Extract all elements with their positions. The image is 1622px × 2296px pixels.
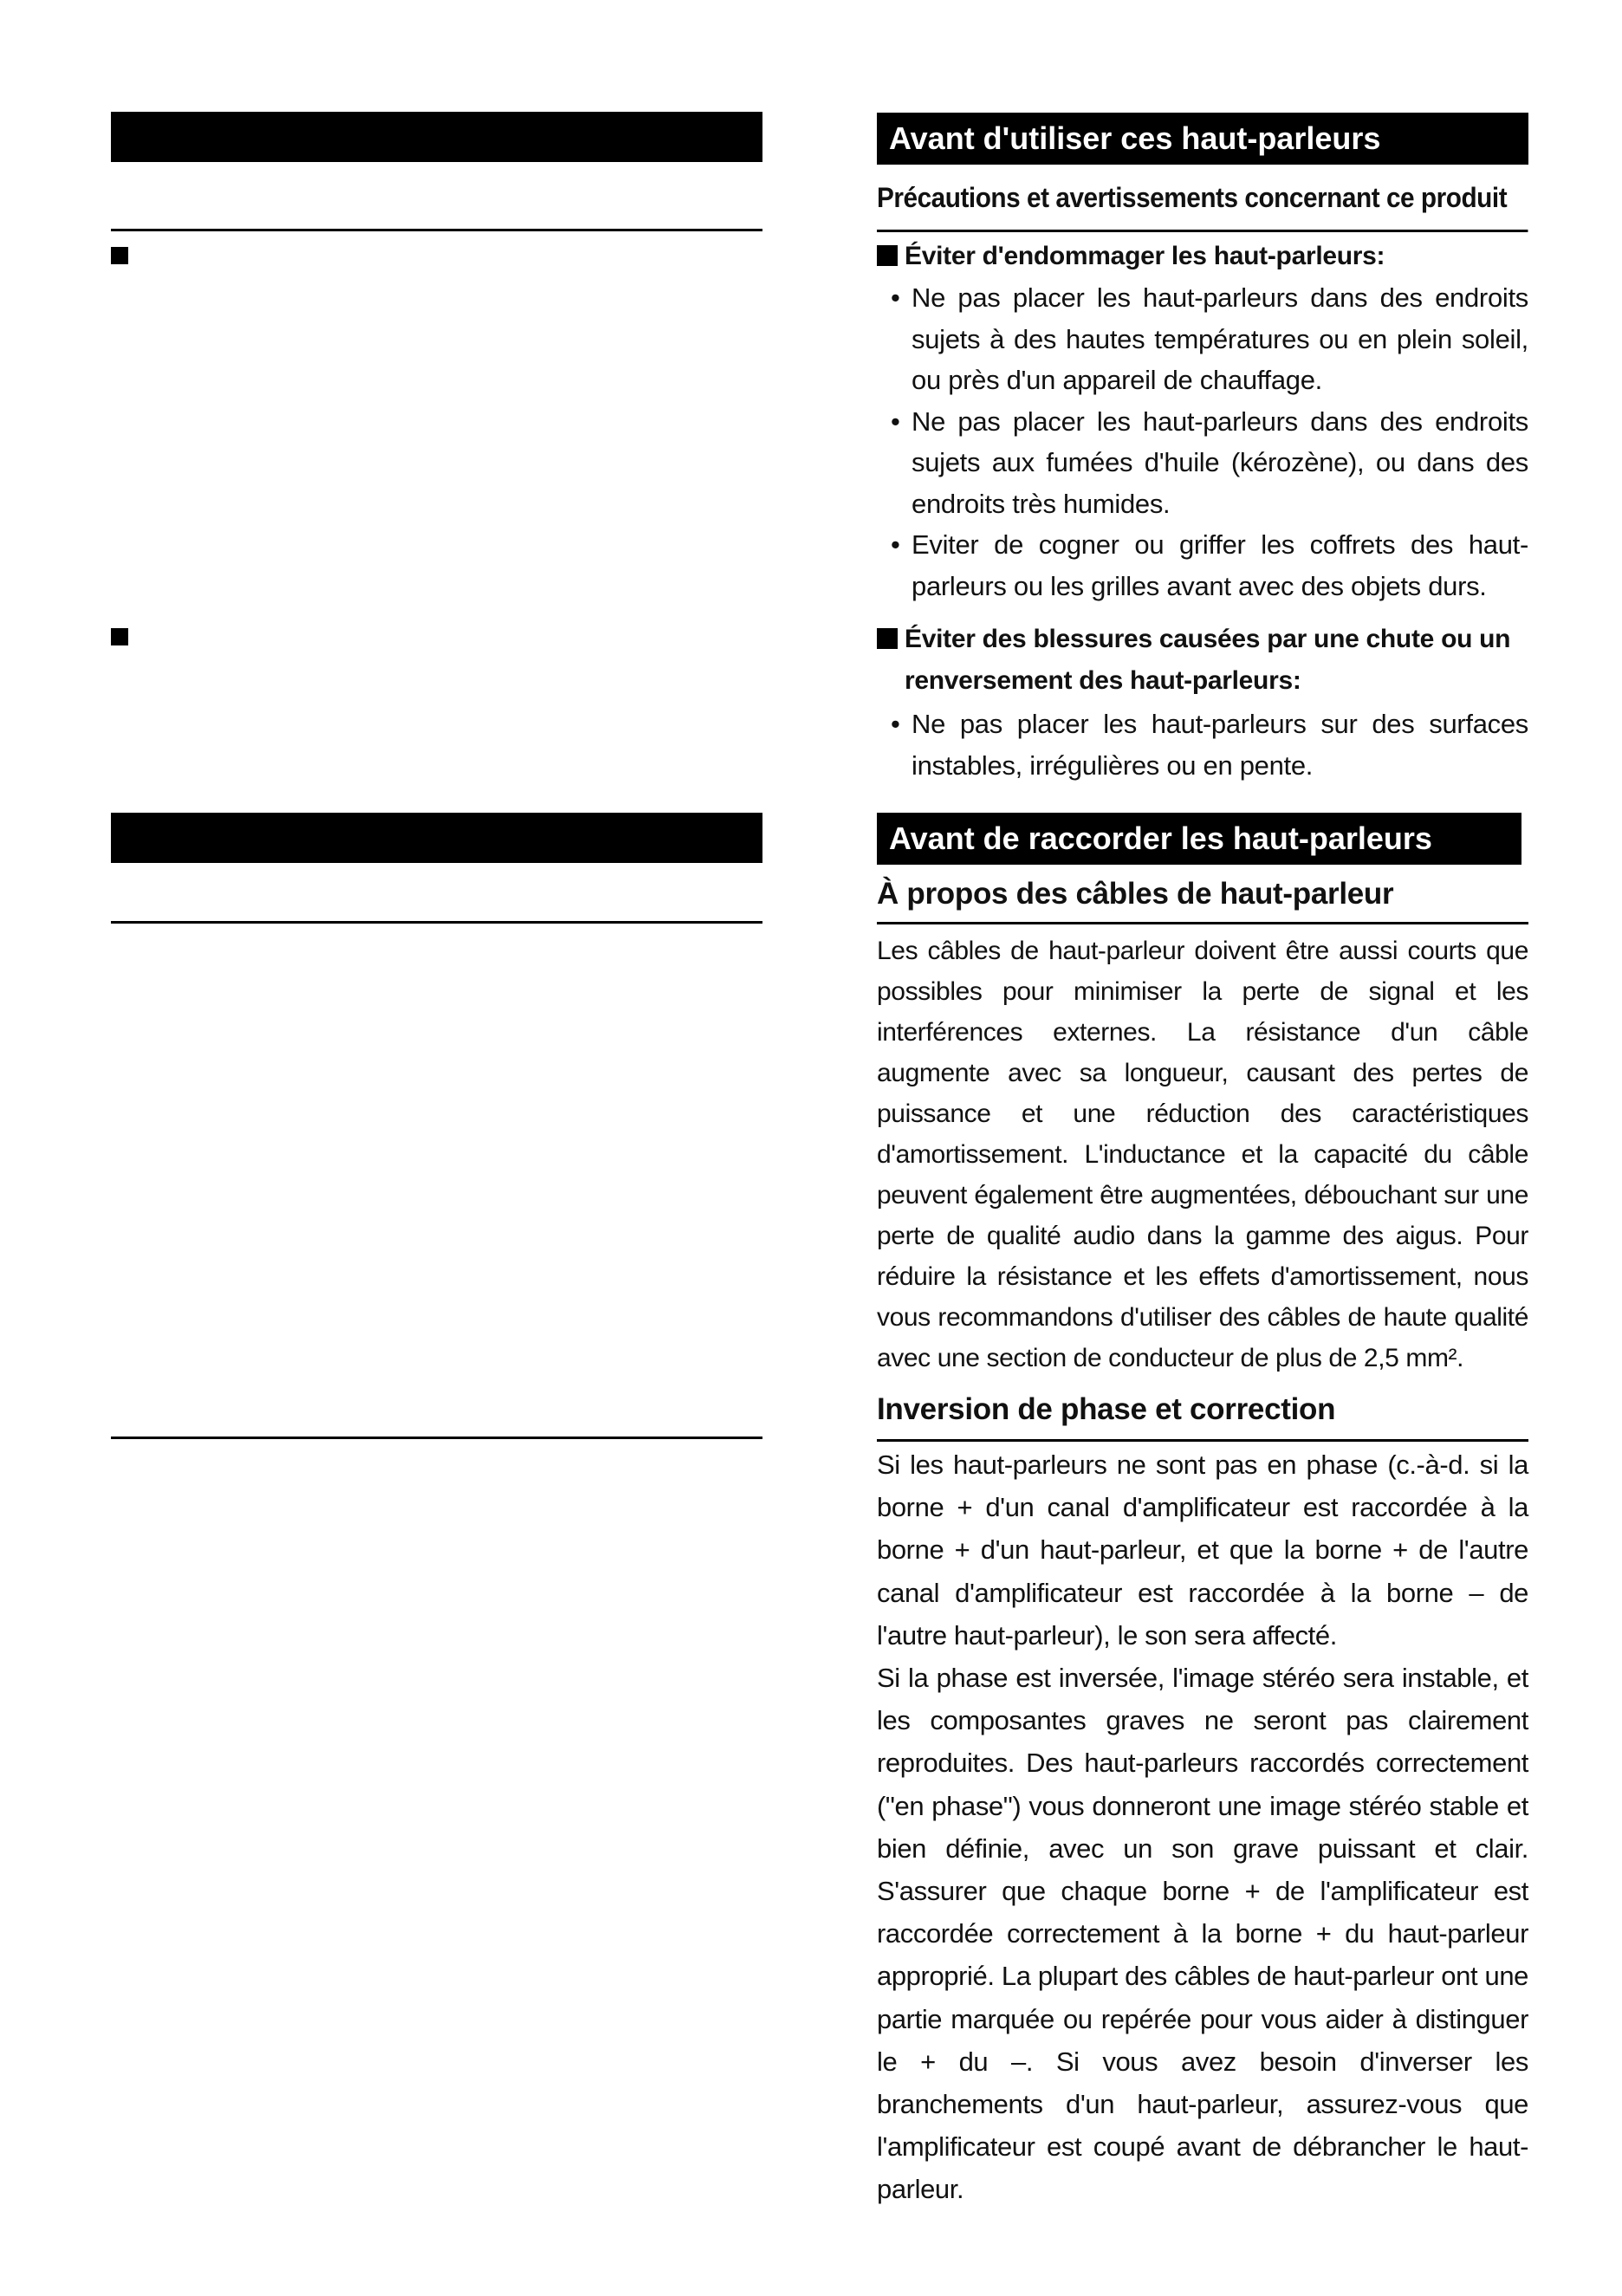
bullet-dot-icon: •	[891, 405, 900, 437]
left-header-bar-1	[111, 112, 762, 162]
bullet-dot-icon: •	[891, 529, 900, 560]
phase-paragraph-2: Si la phase est inversée, l'image stéréo sera instable, et les composantes graves ne seront pas clairement reproduites. Des haut-parleurs raccordés correctement ("en phase") vous donneront une image stéréo stable et bien définie, avec un son grave puissant et clair. S'assurer que chaque borne + de l'amplificateur est raccordée correctement à la borne + du haut-parleur approprié. La plupart des câbles de haut-parleur ont une partie marquée ou repérée pour vous aider à distinguer le + du –. Si vous avez besoin d'inverser les branchements d'un haut-parleur, assurez-vous que l'amplificateur est coupé avant de débrancher le haut-parleur.	[877, 1663, 1528, 2205]
list-item: • Ne pas placer les haut-parleurs sur des surfaces instables, irrégulières ou en pente.	[891, 704, 1528, 786]
cables-text: Les câbles de haut-parleur doivent être aussi courts que possibles pour minimiser la perte de signal et les interférences externes. La résistance d'un câble augmente avec sa longueur, causant des pertes de puissance et une réduction des caractéristiques d'amortissement. L'inductance et la capacité du câble peuvent également être augmentées, débouchant sur une perte de qualité audio dans la gamme des aigus. Pour réduire la résistance et les effets d'amortissement, nous vous recommandons d'utiliser des câbles de haute qualité avec une section de conducteur de plus de 2,5 mm².	[877, 937, 1528, 1372]
phase-title: Inversion de phase et correction	[877, 1388, 1528, 1442]
topic-avoid-damage-label: Éviter d'endommager les haut-parleurs:	[905, 242, 1385, 270]
damage-list	[891, 277, 1528, 606]
left-divider-3	[111, 1437, 762, 1439]
banner-before-connect: Avant de raccorder les haut-parleurs	[877, 813, 1521, 865]
list-item: • Eviter de cogner ou griffer les coffrets des haut-parleurs ou les grilles avant avec des objets durs.	[891, 524, 1528, 606]
precautions-title: Précautions et avertissements concernant ce produit	[877, 177, 1528, 232]
left-divider-1	[111, 229, 762, 231]
left-divider-2	[111, 921, 762, 924]
topic-avoid-damage	[877, 236, 1528, 277]
left-header-bar-2	[111, 813, 762, 863]
topic-avoid-injury	[877, 619, 1528, 702]
right-column	[877, 0, 1528, 2296]
topic-avoid-injury-label: Éviter des blessures causées par une chute ou un renversement des haut-parleurs:	[905, 625, 1511, 695]
square-bullet-icon	[877, 245, 898, 266]
list-item: • Ne pas placer les haut-parleurs dans des endroits sujets aux fumées d'huile (kérozène), ou dans des endroits très humides.	[891, 401, 1528, 525]
left-column	[111, 0, 762, 2296]
cables-title: À propos des câbles de haut-parleur	[877, 872, 1528, 924]
banner-before-use: Avant d'utiliser ces haut-parleurs	[877, 113, 1528, 165]
bullet-dot-icon: •	[891, 709, 900, 739]
list-item: • Ne pas placer les haut-parleurs dans des endroits sujets à des hautes températures ou en plein soleil, ou près d'un appareil de chauffage.	[891, 277, 1528, 401]
left-bullet-square-1	[111, 247, 128, 264]
square-bullet-icon	[877, 628, 898, 649]
phase-paragraph-1: Si les haut-parleurs ne sont pas en phase (c.-à-d. si la borne + d'un canal d'amplificateur est raccordée à la borne + d'un haut-parleur, et que la borne + de l'autre canal d'amplificateur est raccordée à la borne – de l'autre haut-parleur), le son sera affecté.	[877, 1450, 1528, 1651]
left-bullet-square-2	[111, 628, 128, 645]
injury-list	[891, 704, 1528, 786]
bullet-dot-icon: •	[891, 282, 900, 313]
